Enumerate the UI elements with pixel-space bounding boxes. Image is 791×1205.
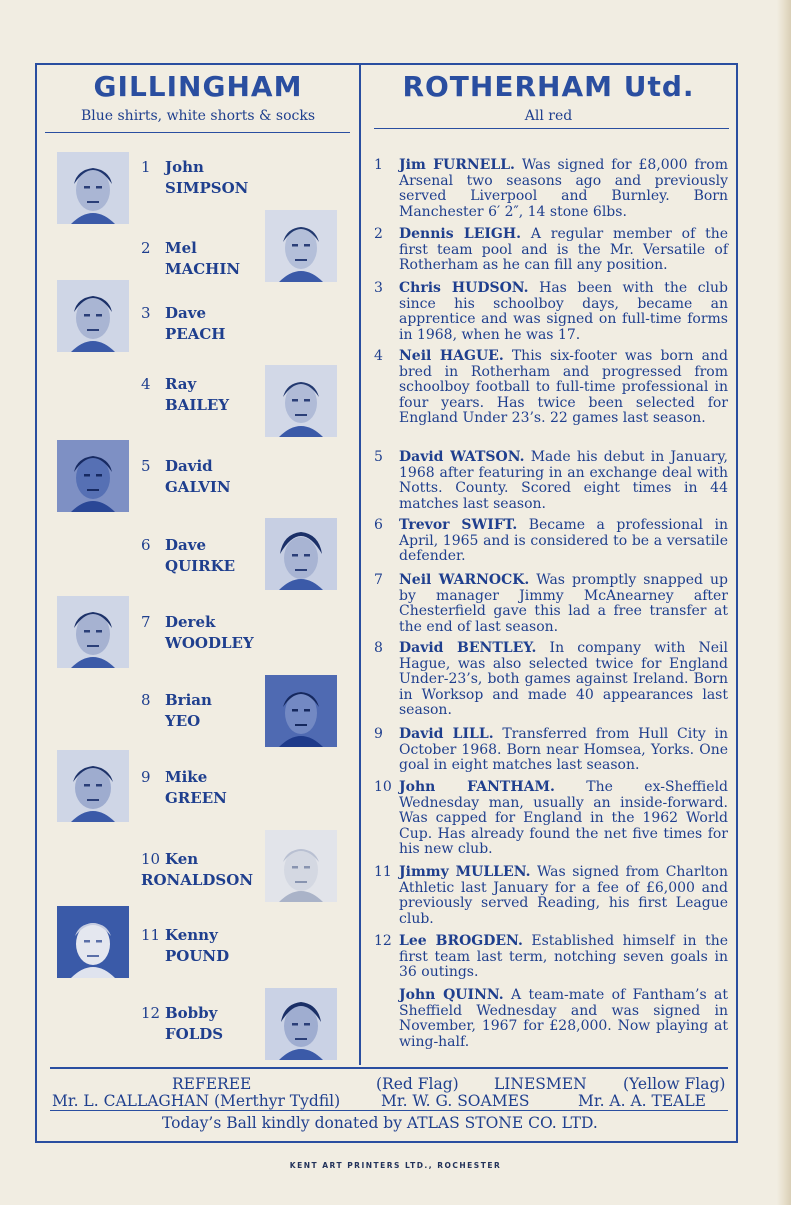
home-header-rule [45,132,350,133]
player-number: 2 [141,239,151,257]
player-name: David LILL. [399,726,494,742]
referee-name: Mr. L. CALLAGHAN (Merthyr Tydfil) [52,1092,341,1110]
player-surname: BAILEY [165,396,230,414]
player-name: Jim FURNELL. [399,157,515,173]
away-header-rule [374,128,729,129]
player-surname: RONALDSON [141,871,254,889]
home-team-kit: Blue shirts, white shorts & socks [80,108,316,124]
player-photo [265,675,337,747]
player-number: 3 [374,280,383,296]
player-number: 6 [374,517,383,533]
player-name: Jimmy MULLEN. [399,864,531,880]
player-name: John QUINN. [399,987,504,1003]
away-team-header [361,70,736,126]
player-number: 10 [374,779,392,795]
player-name: John FANTHAM. [399,779,555,795]
player-first-name: Ken [165,850,199,868]
home-team-header [37,70,359,126]
player-name: Lee BROGDEN. [399,933,523,949]
player-description: Established himself in the first team last term, notching seven goals in 36 outings. [399,933,728,980]
player-photo [57,596,129,668]
red-flag-label: (Red Flag) [376,1075,459,1093]
player-photo [57,440,129,512]
yellow-flag-label: (Yellow Flag) [623,1075,726,1093]
player-description: Was promptly snapped up by manager Jimmy McAnearney after Chesterfield gave this lad a free transfer at the end of last season. [399,572,728,635]
player-bio [374,349,728,427]
player-number: 8 [374,640,383,656]
player-name: David WATSON. [399,449,525,465]
player-surname: YEO [165,712,201,730]
player-photo [265,988,337,1060]
player-name: David BENTLEY. [399,640,537,656]
player-first-name: Ray [165,375,197,393]
officials-top-rule [50,1067,728,1069]
linesman-yellow-name: Mr. A. A. TEALE [578,1092,706,1110]
player-photo [57,906,129,978]
player-number: 9 [374,726,383,742]
page-edge [777,0,791,1205]
player-surname: POUND [165,947,230,965]
player-first-name: Kenny [165,926,218,944]
home-team-name: GILLINGHAM [93,70,303,103]
player-first-name: Bobby [165,1004,218,1022]
player-description: Has been with the club since his schoolboy days, became an apprentice and was signed on full-time forms in 1968, when he was 17. [399,280,729,343]
player-first-name: David [165,457,213,475]
linesman-red-name: Mr. W. G. SOAMES [381,1092,530,1110]
player-description: The ex-Sheffield Wednesday man, usually an inside-forward. Was capped for England in the 1962 World Cup. Has already found the net five times for his new club. [399,779,729,857]
linesmen-label: LINESMEN [494,1075,587,1093]
player-description: Became a professional in April, 1965 and is considered to be a versatile defender. [399,517,728,564]
player-first-name: Dave [165,536,206,554]
player-first-name: Brian [165,691,212,709]
player-photo [57,280,129,352]
player-number: 11 [374,864,392,880]
player-number: 4 [374,348,383,364]
player-first-name: Mel [165,239,197,257]
player-number: 2 [374,226,383,242]
player-bio [374,988,728,1050]
player-bio [374,780,728,858]
player-photo [265,830,337,902]
player-surname: FOLDS [165,1025,224,1043]
player-surname: GALVIN [165,478,231,496]
player-description: A regular member of the first team pool and is the Mr. Versatile of Rotherham as he can fill any position. [399,226,728,273]
player-number: 10 [141,850,161,868]
column-divider [359,63,361,1065]
player-bio [374,158,728,220]
player-bio [374,518,728,565]
player-number: 9 [141,768,151,786]
player-name: Dennis LEIGH. [399,226,521,242]
player-bio [374,641,728,719]
player-number: 11 [141,926,161,944]
player-photo [57,750,129,822]
player-photo [265,210,337,282]
player-description: This six-footer was born and bred in Rotherham and progressed from schoolboy football to full-time professional in four years. Has twice been selected for England Under 23’s. 22 games last season. [399,348,729,426]
player-bio [374,865,728,927]
player-photo [265,518,337,590]
player-number: 8 [141,691,151,709]
player-surname: MACHIN [165,260,241,278]
away-team-kit: All red [524,108,573,124]
player-number: 6 [141,536,151,554]
player-number: 5 [374,449,383,465]
officials-bottom-rule [50,1110,728,1111]
player-bio [374,281,728,343]
player-name: Chris HUDSON. [399,280,529,296]
player-number: 7 [141,613,151,631]
player-number: 12 [141,1004,161,1022]
ball-sponsor: Today’s Ball kindly donated by ATLAS STONE CO. LTD. [162,1114,598,1132]
player-bio [374,450,728,512]
player-first-name: Dave [165,304,206,322]
player-surname: GREEN [165,789,227,807]
player-surname: WOODLEY [165,634,254,652]
player-name: Neil HAGUE. [399,348,504,364]
player-number: 4 [141,375,151,393]
player-description: A team-mate of Fantham’s at Sheffield Wednesday and was signed in November, 1967 for £28,000. Now playing at wing-half. [399,987,728,1050]
player-description: Was signed for £8,000 from Arsenal two seasons ago and previously served Liverpool and Burnley. Born Manchester 6′ 2″, 14 stone 6lbs. [399,157,728,220]
player-description: Made his debut in January, 1968 after featuring in an exchange deal with Notts. County. Scored eight times in 44 matches last season. [399,449,728,512]
player-bio [374,227,728,274]
player-bio [374,573,728,635]
player-number: 3 [141,304,151,322]
player-bio [374,727,728,774]
player-first-name: Mike [165,768,208,786]
player-surname: PEACH [165,325,226,343]
player-surname: QUIRKE [165,557,236,575]
player-number: 12 [374,933,392,949]
player-number: 5 [141,457,151,475]
player-number: 1 [374,157,383,173]
player-bio [374,934,728,981]
player-surname: SIMPSON [165,179,249,197]
away-team-name: ROTHERHAM Utd. [402,70,695,103]
player-first-name: John [165,158,204,176]
player-photo [265,365,337,437]
player-first-name: Derek [165,613,216,631]
player-description: In company with Neil Hague, was also selected twice for England Under-23’s, both games against Ireland. Born in Worksop and made 40 appearances last season. [399,640,729,718]
player-photo [57,152,129,224]
player-name: Trevor SWIFT. [399,517,518,533]
player-number: 7 [374,572,383,588]
player-name: Neil WARNOCK. [399,572,530,588]
player-description: Transferred from Hull City in October 1968. Born near Homsea, Yorks. One goal in eight matches last season. [399,726,728,773]
player-number: 1 [141,158,151,176]
referee-label: REFEREE [172,1075,252,1093]
printer-credit: KENT ART PRINTERS LTD., ROCHESTER [289,1161,502,1170]
player-description: Was signed from Charlton Athletic last January for a fee of £6,000 and previously served Reading, his first League club. [399,864,729,927]
